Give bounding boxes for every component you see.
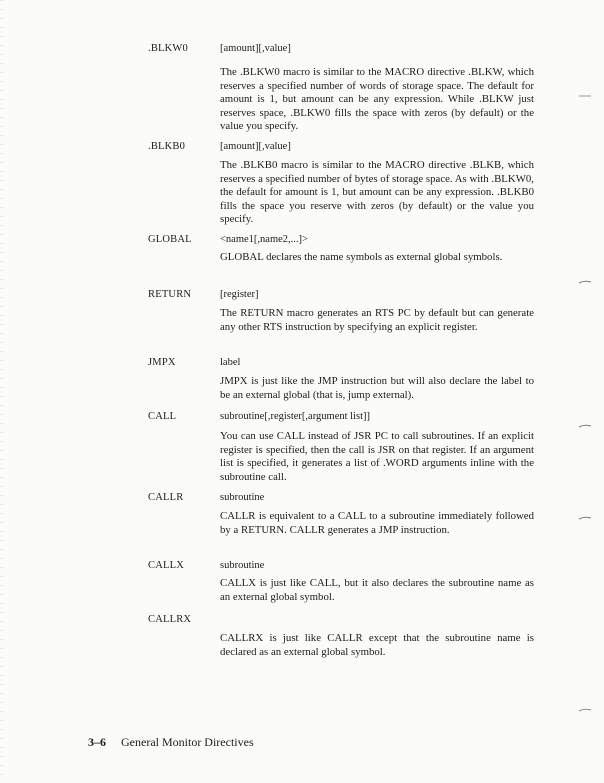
directive-syntax: [register] [220,289,259,300]
directive-term: GLOBAL [148,234,192,245]
directive-description: JMPX is just like the JMP instruction but will also declare the label to be an external global (that is, jump external). [220,375,534,401]
directive-term: CALLX [148,560,184,571]
directive-syntax: subroutine [220,492,265,503]
margin-mark [578,280,592,284]
directive-description: CALLX is just like CALL, but it also declares the subroutine name as an external global symbol. [220,577,534,603]
margin-mark [578,94,592,98]
directive-term: JMPX [148,357,176,368]
directive-description: The .BLKB0 macro is similar to the MACRO directive .BLKB, which reserves a specified number of bytes of storage space. As with .BLKW0, the default for amount is 1, but amount can be any expression. .BLKB0 fills the space you reserve with zeros (by default) or the value you specify. [220,159,534,225]
directive-description: The .BLKW0 macro is similar to the MACRO directive .BLKW, which reserves a specified number of words of storage space. The default for amount is 1, but amount can be any expression. While .BLKW just reserves space, .BLKW0 fills the space with zeros (by default) or the value you specify. [220,66,534,132]
directive-description: CALLRX is just like CALLR except that the subroutine name is declared as an external global symbol. [220,632,534,658]
page-footer [88,735,254,749]
directive-syntax: <name1[,name2,...]> [220,234,308,245]
page-number: 3–6 [88,735,106,749]
directive-term: CALLR [148,492,184,503]
directive-description: GLOBAL declares the name symbols as external global symbols. [220,251,503,263]
directive-description: The RETURN macro generates an RTS PC by default but can generate any other RTS instruction by specifying an explicit register. [220,307,534,333]
page-edge-shadow [0,0,3,783]
directive-term: RETURN [148,289,192,300]
directive-syntax: [amount][,value] [220,141,291,152]
directive-description: You can use CALL instead of JSR PC to call subroutines. If an explicit register is specified, then the call is JSR on that register. If an argument list is specified, it generates a list of .WORD arguments inline with the subroutine call. [220,430,534,483]
directive-syntax: subroutine [220,560,265,571]
margin-mark [578,424,592,428]
directive-term: CALL [148,411,177,422]
directive-term: .BLKW0 [148,43,188,54]
directive-term: CALLRX [148,614,192,625]
directive-syntax: subroutine[,register[,argument list]] [220,411,370,422]
directive-description: CALLR is equivalent to a CALL to a subroutine immediately followed by a RETURN. CALLR generates a JMP instruction. [220,510,534,536]
section-title: General Monitor Directives [121,735,254,749]
directive-term: .BLKB0 [148,141,186,152]
margin-mark [578,708,592,712]
directive-syntax: label [220,357,241,368]
directive-syntax: [amount][,value] [220,43,291,54]
margin-mark [578,516,592,520]
